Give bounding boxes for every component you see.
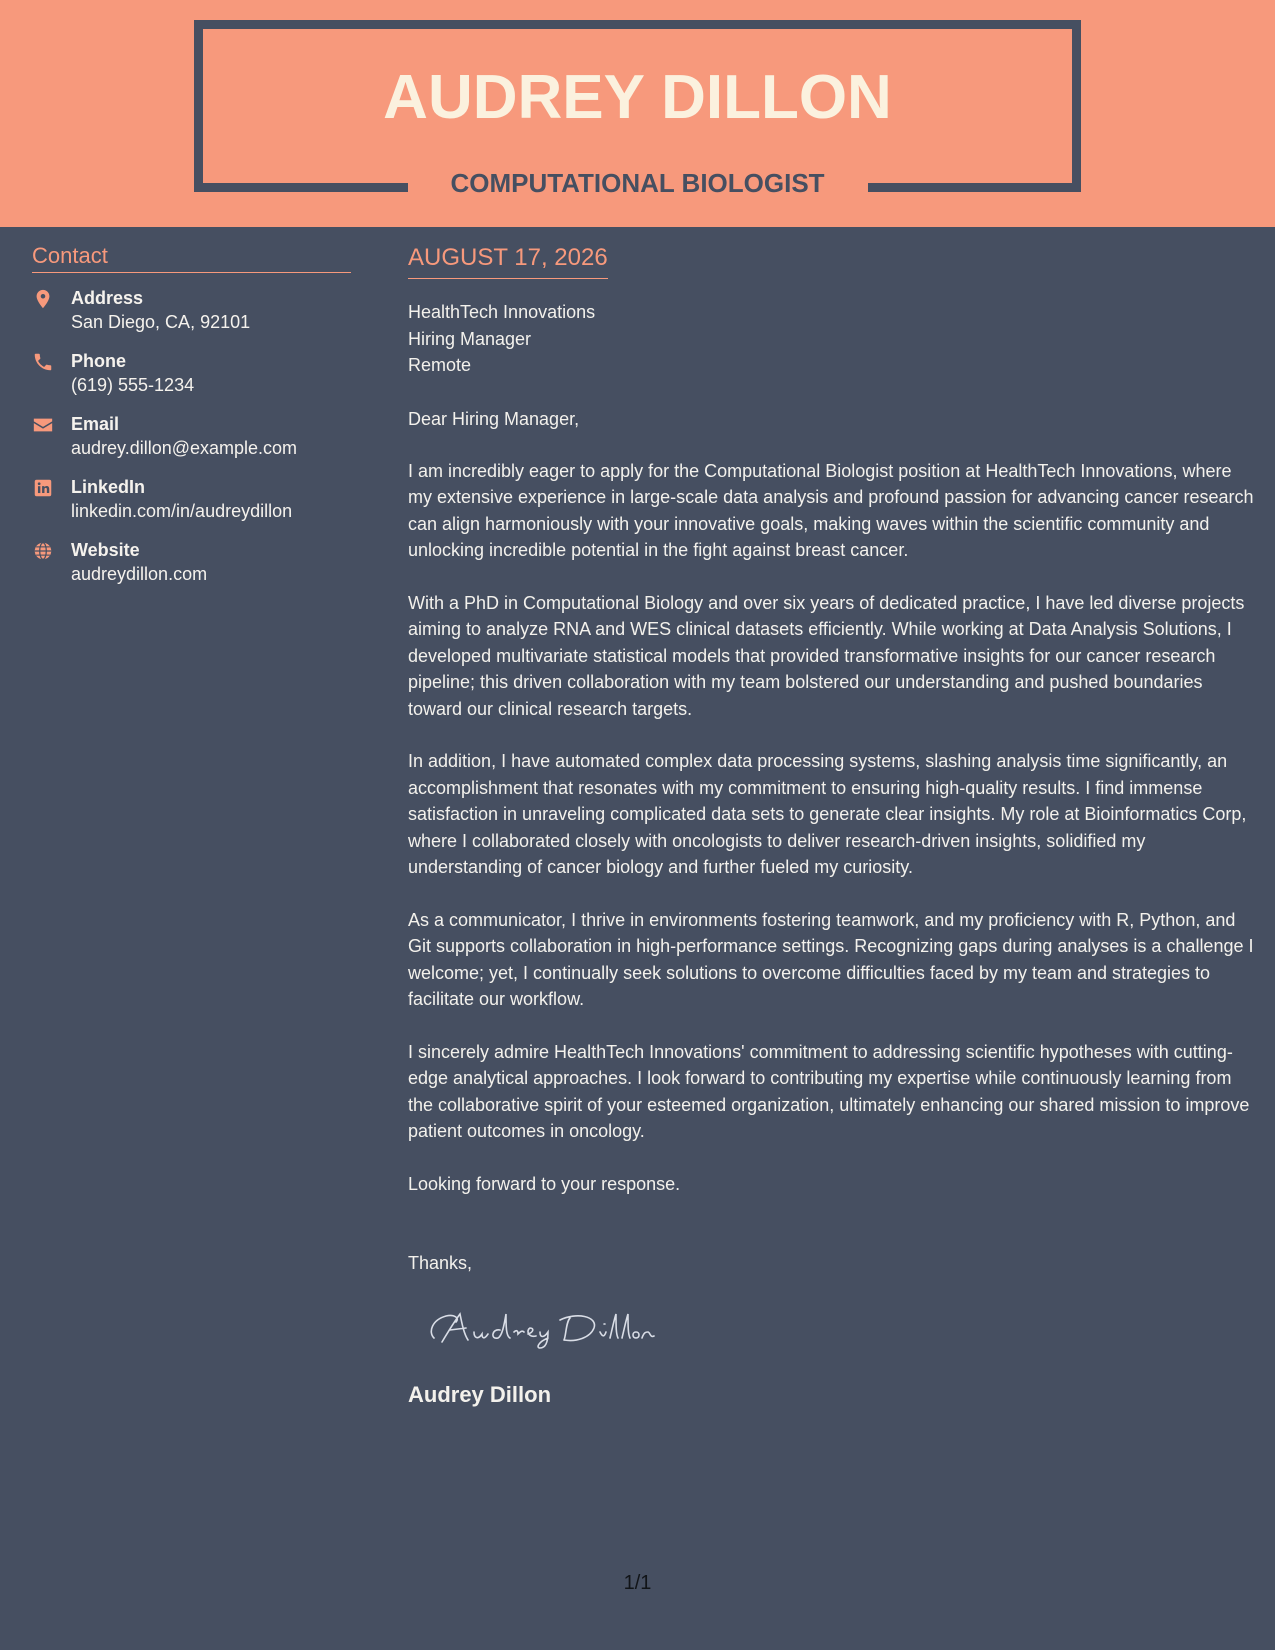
contact-label: LinkedIn [71,477,146,497]
contact-phone [32,349,351,399]
paragraph: I sincerely admire HealthTech Innovations' commitment to addressing scientific hypotheses with cutting-edge analytical approaches. I look forward to contributing my expertise while continuously learning from the collaborative spirit of your esteemed organization, ultimately enhancing our shared mission to improve patient outcomes in oncology. [408,1041,1250,1141]
closing-line: Looking forward to your response. [408,1173,681,1194]
recipient-block [408,299,1254,379]
applicant-role: COMPUTATIONAL BIOLOGIST [450,168,825,198]
recipient-company: HealthTech Innovations [408,302,596,322]
paragraph: I am incredibly eager to apply for the Computational Biologist position at HealthTech Innovations, where my extensive experience in large-scale data analysis and profound passion for advancing cancer research can align harmoniously with your innovative goals, making waves within the scientific community and unlocking incredible potential in the fight against breast cancer. [408,460,1254,560]
phone-icon [32,351,54,373]
contact-label: Email [71,414,120,434]
page-number: 1/1 [623,1572,652,1594]
greeting: Dear Hiring Manager, [408,408,580,429]
location-pin-icon [32,288,54,310]
applicant-name: AUDREY DILLON [383,63,892,132]
linkedin-icon [32,477,54,499]
recipient-location: Remote [408,355,472,375]
contact-label: Phone [71,351,127,371]
contact-value: San Diego, CA, 92101 [71,312,251,332]
letter-body [408,244,1254,1408]
contact-value[interactable]: audreydillon.com [71,564,208,584]
paragraph: In addition, I have automated complex data processing systems, slashing analysis time significantly, an accomplishment that resonates with my commitment to ensuring high-quality results. I find immense satisfaction in unraveling complicated data sets to generate clear insights. My role at Bioinformatics Corp, where I collaborated closely with oncologists to deliver research-driven insights, solidified my understanding of cancer biology and further fueled my curiosity. [408,751,1247,877]
header-banner [0,0,1275,227]
contact-value[interactable]: audrey.dillon@example.com [71,438,298,458]
paragraph: As a communicator, I thrive in environments fostering teamwork, and my proficiency with R, Python, and Git supports collaboration in high-performance settings. Recognizing gaps during analyses is a challenge I welcome; yet, I continually seek solutions to overcome difficulties faced by my team and strategies to facilitate our workflow. [408,909,1254,1009]
contact-label: Address [71,288,144,308]
contact-linkedin [32,475,351,525]
contact-address [32,286,351,336]
contact-website [32,538,351,588]
signoff: Thanks, [408,1252,473,1273]
contact-email [32,412,351,462]
contact-label: Website [71,540,140,560]
contact-value: (619) 555-1234 [71,375,195,395]
signer-name: Audrey Dillon [408,1381,552,1407]
globe-icon [32,540,54,562]
envelope-icon [32,414,54,436]
contact-sidebar [32,243,351,588]
handwritten-signature [420,1302,660,1352]
paragraph: With a PhD in Computational Biology and over six years of dedicated practice, I have led diverse projects aiming to analyze RNA and WES clinical datasets efficiently. While working at Data Analysis Solutions, I developed multivariate statistical models that provided transformative insights for our cancer research pipeline; this driven collaboration with my team bolstered our understanding and pushed boundaries toward our clinical research targets. [408,592,1245,719]
contact-value[interactable]: linkedin.com/in/audreydillon [71,501,293,521]
letter-date: AUGUST 17, 2026 [408,244,608,279]
contact-title: Contact [32,243,351,273]
recipient-title: Hiring Manager [408,328,532,349]
